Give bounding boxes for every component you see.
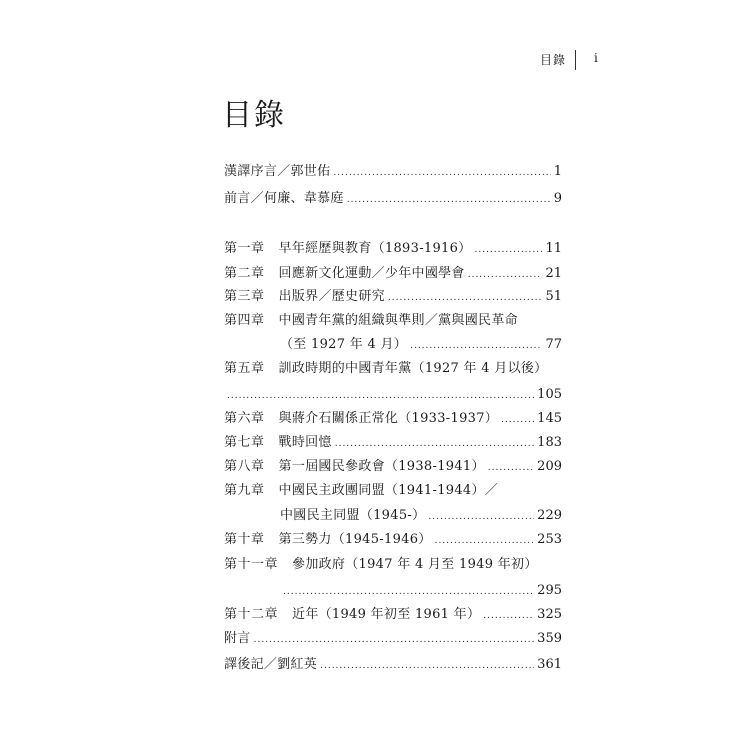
page-title: 目錄 [222, 98, 286, 133]
toc-entry-page: 325 [537, 607, 562, 622]
toc-entry-page: 229 [537, 508, 562, 523]
dot-leader [468, 263, 543, 287]
dot-leader [488, 456, 534, 480]
toc-entry-title: 與蔣介石關係正常化（1933-1937） [278, 411, 499, 426]
toc-entry-title: 漢譯序言／郭世佑 [224, 164, 331, 179]
running-head [520, 50, 620, 72]
dot-leader [333, 161, 550, 185]
toc-entry-chapter-1[interactable] [224, 237, 562, 261]
toc-chapter-label: 第八章 [224, 459, 265, 474]
toc-entry-chapter-4-continued[interactable] [224, 333, 562, 357]
toc-entry-title: 第一屆國民參政會（1938-1941） [278, 459, 485, 474]
toc-entry-page: 361 [537, 657, 562, 672]
toc-entry-title: 戰時回憶 [278, 435, 332, 450]
toc-entry-title: 回應新文化運動／少年中國學會 [278, 266, 465, 281]
toc-entry-chapter-9-continued[interactable] [224, 504, 562, 528]
dot-leader [227, 384, 534, 408]
running-head-divider [575, 50, 576, 70]
toc-chapter-label: 第七章 [224, 435, 265, 450]
dot-leader [320, 654, 534, 678]
dot-leader [483, 604, 534, 628]
toc-entry-page: 253 [537, 532, 562, 547]
toc-entry-page: 359 [537, 631, 562, 646]
toc-entry-title: 參加政府（1947 年 4 月至 1949 年初） [292, 557, 538, 572]
toc-entry-chapter-9[interactable] [224, 479, 562, 503]
toc-chapter-label: 第四章 [224, 313, 265, 328]
dot-leader [388, 286, 543, 310]
toc-entry-page: 11 [545, 241, 562, 256]
toc-entry-title: 中國青年黨的組織與準則／黨與國民革命 [278, 313, 518, 328]
dot-leader [254, 628, 535, 652]
toc-entry-page: 295 [537, 583, 562, 598]
toc-entry-chapter-5-continued[interactable] [224, 383, 562, 407]
toc-entry-chapter-11-continued[interactable] [224, 579, 562, 603]
toc-entry-chapter-10[interactable] [224, 528, 562, 552]
toc-chapter-label: 第十二章 [224, 607, 279, 622]
toc-chapter-label: 第二章 [224, 266, 265, 281]
toc-entry-page: 105 [537, 387, 562, 402]
toc-entry-chapter-11[interactable] [224, 553, 562, 577]
toc-entry-title: 中國民主同盟（1945-） [280, 508, 426, 523]
toc-entry-page: 209 [537, 459, 562, 474]
dot-leader [474, 238, 542, 262]
dot-leader [410, 334, 542, 358]
toc-entry-chapter-5[interactable] [224, 357, 562, 381]
toc-entry-title: 訓政時期的中國青年黨（1927 年 4 月以後） [278, 361, 548, 376]
toc-entry-translator-afterword[interactable] [224, 653, 562, 677]
toc-entry-title: 出版界／歷史研究 [278, 289, 385, 304]
toc-entry-page: 21 [545, 266, 562, 281]
toc-entry-title: 中國民主政團同盟（1941-1944）／ [278, 483, 499, 498]
dot-leader [501, 408, 534, 432]
toc-entry-chapter-8[interactable] [224, 455, 562, 479]
toc-entry-foreword[interactable] [224, 187, 562, 211]
toc-entry-page: 9 [553, 191, 562, 206]
toc-entry-title: 譯後記／劉紅英 [224, 657, 318, 672]
toc-chapter-label: 第五章 [224, 361, 265, 376]
toc-entry-page: 77 [545, 337, 562, 352]
dot-leader [283, 580, 534, 604]
toc-entry-page: 51 [545, 289, 562, 304]
toc-entry-chapter-3[interactable] [224, 285, 562, 309]
dot-leader [435, 529, 535, 553]
toc-entry-page: 145 [537, 411, 562, 426]
dot-leader [347, 188, 551, 212]
toc-entry-chapter-12[interactable] [224, 603, 562, 627]
toc-entry-title: 前言／何廉、韋慕庭 [224, 191, 344, 206]
toc-chapter-label: 第一章 [224, 241, 265, 256]
dot-leader [335, 432, 534, 456]
toc-chapter-label: 第三章 [224, 289, 265, 304]
dot-leader [428, 505, 534, 529]
toc-chapter-label: 第十一章 [224, 557, 279, 572]
toc-entry-chapter-7[interactable] [224, 431, 562, 455]
toc-chapter-label: 第九章 [224, 483, 265, 498]
toc-chapter-label: 第六章 [224, 411, 265, 426]
toc-entry-page: 1 [553, 164, 562, 179]
toc-entry-chapter-4[interactable] [224, 309, 562, 333]
running-head-title: 目錄 [540, 53, 567, 67]
toc-entry-title: 近年（1949 年初至 1961 年） [292, 607, 481, 622]
page-number: i [594, 51, 598, 65]
toc-entry-postscript[interactable] [224, 627, 562, 651]
toc-entry-preface-translation[interactable] [224, 160, 562, 184]
toc-entry-chapter-2[interactable] [224, 262, 562, 286]
toc-entry-title: 第三勢力（1945-1946） [278, 532, 432, 547]
toc-entry-title: （至 1927 年 4 月） [280, 337, 408, 352]
toc-entry-page: 183 [537, 435, 562, 450]
toc-entry-chapter-6[interactable] [224, 407, 562, 431]
toc-chapter-label: 第十章 [224, 532, 265, 547]
toc-entry-title: 附言 [224, 631, 251, 646]
toc-entry-title: 早年經歷與教育（1893-1916） [278, 241, 472, 256]
